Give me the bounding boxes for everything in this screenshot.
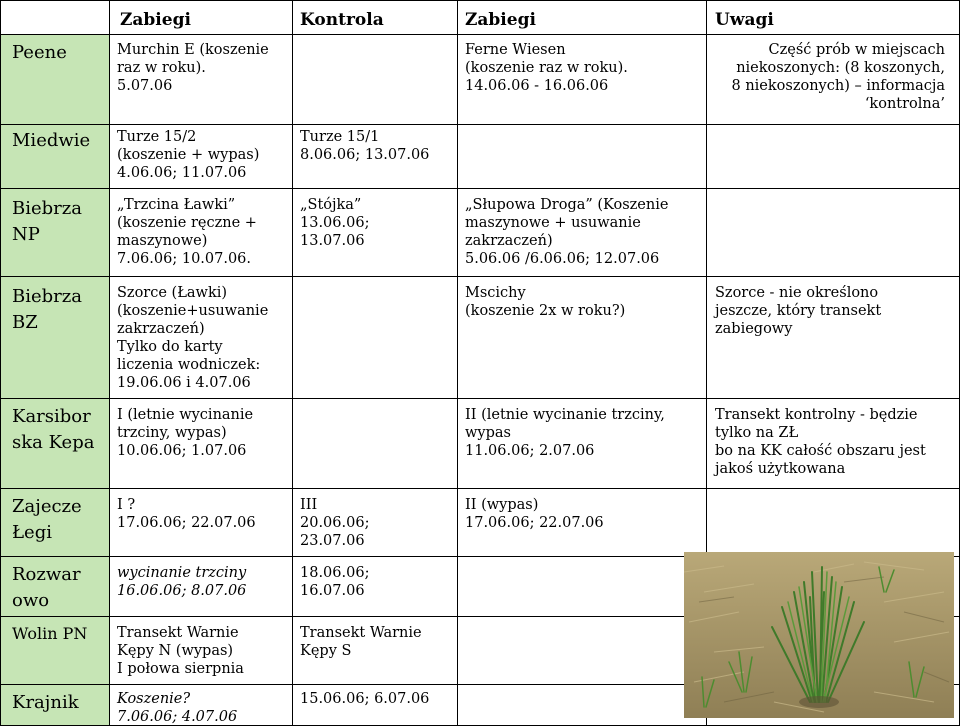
biebrza-bz-zabiegi1: Szorce (Ławki) (koszenie+usuwanie zakrzaczeń) Tylko do karty liczenia wodniczek: 19.06.06 i 4.07.06 bbox=[117, 285, 269, 391]
biebrza-np-zabiegi1: „Trzcina Ławki” (koszenie ręczne + maszynowe) 7.06.06; 10.07.06. bbox=[117, 197, 257, 267]
grass-photo bbox=[684, 552, 954, 718]
grid-line bbox=[0, 124, 960, 125]
miedwie-kontrola: Turze 15/1 8.06.06; 13.07.06 bbox=[300, 129, 430, 163]
karsiborska-uwagi: Transekt kontrolny - będzie tylko na ZŁ bo na KK całość obszaru jest jakoś użytkowana bbox=[715, 407, 926, 477]
peene-zabiegi1: Murchin E (koszenie raz w roku). 5.07.06 bbox=[117, 42, 269, 94]
biebrza-bz-uwagi: Szorce - nie określono jeszcze, który transekt zabiegowy bbox=[715, 285, 882, 337]
site-biebrza-bz: Biebrza BZ bbox=[12, 286, 82, 333]
grid-line bbox=[0, 0, 1, 726]
site-wolin-pn: Wolin PN bbox=[12, 624, 88, 643]
grid-line bbox=[0, 188, 960, 189]
biebrza-np-kontrola: „Stójka” 13.06.06; 13.07.06 bbox=[300, 197, 370, 249]
grid-line bbox=[109, 0, 110, 726]
rozwarowo-zabiegi1: wycinanie trzciny 16.06.06; 8.07.06 bbox=[117, 565, 247, 599]
site-biebrza-np: Biebrza NP bbox=[12, 198, 82, 245]
grid-line bbox=[457, 0, 458, 726]
peene-uwagi: Część prób w miejscach niekoszonych: (8 koszonych, 8 niekoszonych) – informacja ‘kontrolna’ bbox=[731, 42, 945, 112]
zajecze-kontrola: III 20.06.06; 23.07.06 bbox=[300, 497, 370, 549]
site-peene: Peene bbox=[12, 42, 67, 63]
karsiborska-zabiegi2: II (letnie wycinanie trzciny, wypas 11.06.06; 2.07.06 bbox=[465, 407, 665, 459]
grid-line bbox=[292, 0, 293, 726]
site-miedwie: Miedwie bbox=[12, 130, 91, 151]
biebrza-bz-zabiegi2: Mscichy (koszenie 2x w roku?) bbox=[465, 285, 626, 319]
peene-zabiegi2: Ferne Wiesen (koszenie raz w roku). 14.06.06 - 16.06.06 bbox=[465, 42, 628, 94]
site-rozwarowo: Rozwar owo bbox=[12, 564, 81, 611]
grid-line bbox=[0, 398, 960, 399]
grid-line bbox=[0, 276, 960, 277]
wolin-kontrola: Transekt Warnie Kępy S bbox=[300, 625, 422, 659]
zajecze-zabiegi2: II (wypas) 17.06.06; 22.07.06 bbox=[465, 497, 604, 531]
rozwarowo-kontrola: 18.06.06; 16.07.06 bbox=[300, 565, 370, 599]
grid-line bbox=[0, 488, 960, 489]
header-zabiegi-1: Zabiegi bbox=[120, 10, 191, 30]
grid-line bbox=[0, 34, 960, 35]
zajecze-zabiegi1: I ? 17.06.06; 22.07.06 bbox=[117, 497, 256, 531]
wolin-zabiegi1: Transekt Warnie Kępy N (wypas) I połowa sierpnia bbox=[117, 625, 244, 677]
biebrza-np-zabiegi2: „Słupowa Droga” (Koszenie maszynowe + usuwanie zakrzaczeń) 5.06.06 /6.06.06; 12.07.06 bbox=[465, 197, 669, 267]
miedwie-zabiegi1: Turze 15/2 (koszenie + wypas) 4.06.06; 11.07.06 bbox=[117, 129, 260, 181]
grid-line bbox=[0, 0, 960, 1]
site-karsiborska-kepa: Karsibor ska Kepa bbox=[12, 406, 95, 453]
site-zajecze-legi: Zajecze Łegi bbox=[12, 496, 82, 543]
krajnik-kontrola: 15.06.06; 6.07.06 bbox=[300, 691, 430, 707]
site-krajnik: Krajnik bbox=[12, 692, 79, 713]
header-zabiegi-2: Zabiegi bbox=[465, 10, 536, 30]
header-uwagi: Uwagi bbox=[715, 10, 774, 30]
karsiborska-zabiegi1: I (letnie wycinanie trzciny, wypas) 10.06.06; 1.07.06 bbox=[117, 407, 254, 459]
krajnik-zabiegi1: Koszenie? 7.06.06; 4.07.06 bbox=[117, 691, 238, 725]
header-kontrola: Kontrola bbox=[300, 10, 384, 30]
